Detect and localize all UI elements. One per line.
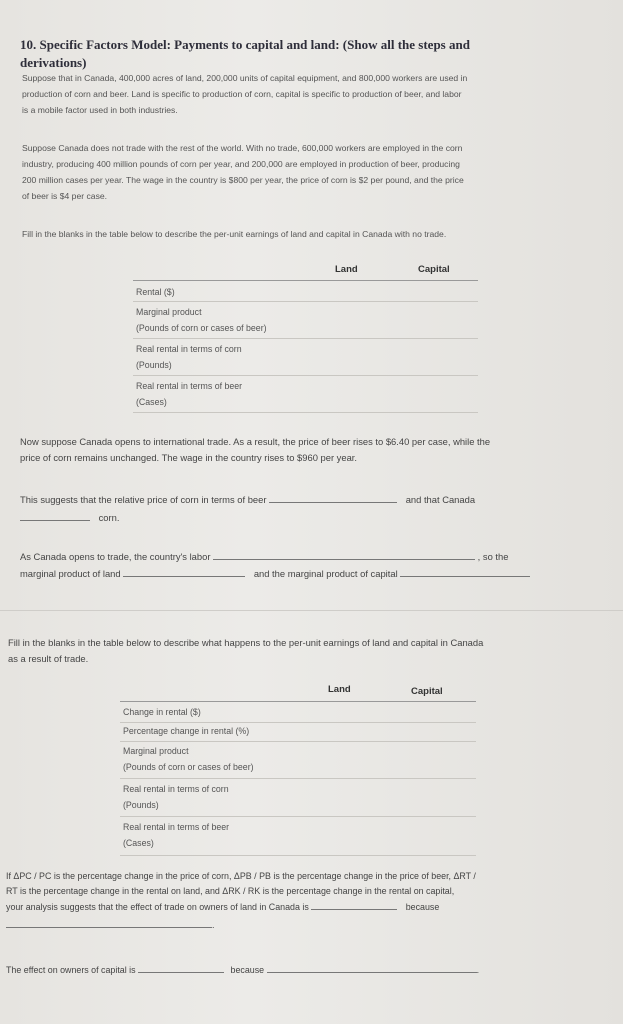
table2-rule-5 bbox=[120, 855, 476, 856]
blank-land-reason[interactable] bbox=[6, 917, 212, 928]
table1-rule-1 bbox=[133, 301, 478, 302]
table2-header-capital: Capital bbox=[411, 686, 443, 697]
table2-row-pct-change-rental: Percentage change in rental (%) bbox=[123, 726, 250, 736]
question-relative-price: This suggests that the relative price of corn in terms of beer and that Canada corn. bbox=[20, 494, 476, 523]
table1-rule-3 bbox=[133, 375, 478, 376]
table2-rule-3 bbox=[120, 778, 476, 779]
table1-header-land: Land bbox=[335, 264, 358, 275]
blank-effect-capital[interactable] bbox=[138, 962, 224, 973]
blank-relative-price[interactable] bbox=[269, 492, 397, 503]
paragraph-trade-opens: Now suppose Canada opens to international trade. As a result, the price of beer rises to $6.40 per case, while the price of corn remains unchanged. The wage in the country rises to $960 per year. bbox=[20, 436, 491, 463]
table2-header-land: Land bbox=[328, 684, 351, 695]
question-effect-land: If ΔPC / PC is the percentage change in the price of corn, ΔPB / PB is the percentage change in the price of beer, ΔRT / RT is the percentage change in the rental on land, and ΔRK / RK is the percentage change in the rental on capital, your analysis suggests that the effect of trade on owners of land in Canada is because . bbox=[6, 871, 476, 930]
blank-mpl-land[interactable] bbox=[123, 566, 245, 577]
table2-row-real-rental-beer: Real rental in terms of beer (Cases) bbox=[123, 822, 230, 848]
table1-header-rule bbox=[133, 280, 478, 281]
blank-canada-corn[interactable] bbox=[20, 510, 90, 521]
blank-effect-land[interactable] bbox=[311, 899, 397, 910]
table2-header-rule bbox=[120, 701, 476, 702]
table1-rule-2 bbox=[133, 338, 478, 339]
paragraph-setup: Suppose that in Canada, 400,000 acres of land, 200,000 units of capital equipment, and 800,000 workers are used in production of corn and beer. Land is specific to production of corn, capital is specific to production of beer, and labor is a mobile factor used in both industries. bbox=[22, 73, 468, 115]
table2-row-real-rental-corn: Real rental in terms of corn (Pounds) bbox=[123, 784, 229, 810]
question-title: 10. Specific Factors Model: Payments to capital and land: (Show all the steps and derivations) bbox=[20, 37, 470, 70]
table2-rule-4 bbox=[120, 816, 476, 817]
question-labor-movement: As Canada opens to trade, the country's labor , so the marginal product of land and the marginal product of capital bbox=[20, 549, 610, 582]
blank-capital-reason[interactable] bbox=[267, 962, 477, 973]
table1-header-capital: Capital bbox=[418, 264, 450, 275]
table1-rule-4 bbox=[133, 412, 478, 413]
paragraph-no-trade: Suppose Canada does not trade with the rest of the world. With no trade, 600,000 workers are employed in the corn industry, producing 400 million pounds of corn per year, and 200,000 are employed in production of beer, producing 200 million cases per year. The wage in the country is $800 per year, the price of corn is $2 per pound, and the price of beer is $4 per case. bbox=[22, 143, 464, 201]
blank-labor-movement[interactable] bbox=[213, 549, 475, 560]
table1-row-real-rental-corn: Real rental in terms of corn (Pounds) bbox=[136, 344, 242, 370]
table1-row-real-rental-beer: Real rental in terms of beer (Cases) bbox=[136, 381, 243, 407]
blank-mpl-capital[interactable] bbox=[400, 566, 530, 577]
section-divider bbox=[0, 610, 623, 611]
table2-rule-2 bbox=[120, 741, 476, 742]
instruction-table1: Fill in the blanks in the table below to describe the per-unit earnings of land and capital in Canada with no trade. bbox=[22, 229, 447, 239]
question-effect-capital: The effect on owners of capital is because . bbox=[6, 962, 611, 978]
table1-row-rental: Rental ($) bbox=[136, 287, 175, 297]
table2-row-marginal-product: Marginal product (Pounds of corn or cases of beer) bbox=[123, 746, 254, 772]
table2-row-change-rental: Change in rental ($) bbox=[123, 707, 201, 717]
table1-row-marginal-product: Marginal product (Pounds of corn or cases of beer) bbox=[136, 307, 267, 333]
instruction-table2: Fill in the blanks in the table below to describe what happens to the per-unit earnings of land and capital in Canada as a result of trade. bbox=[8, 637, 484, 664]
